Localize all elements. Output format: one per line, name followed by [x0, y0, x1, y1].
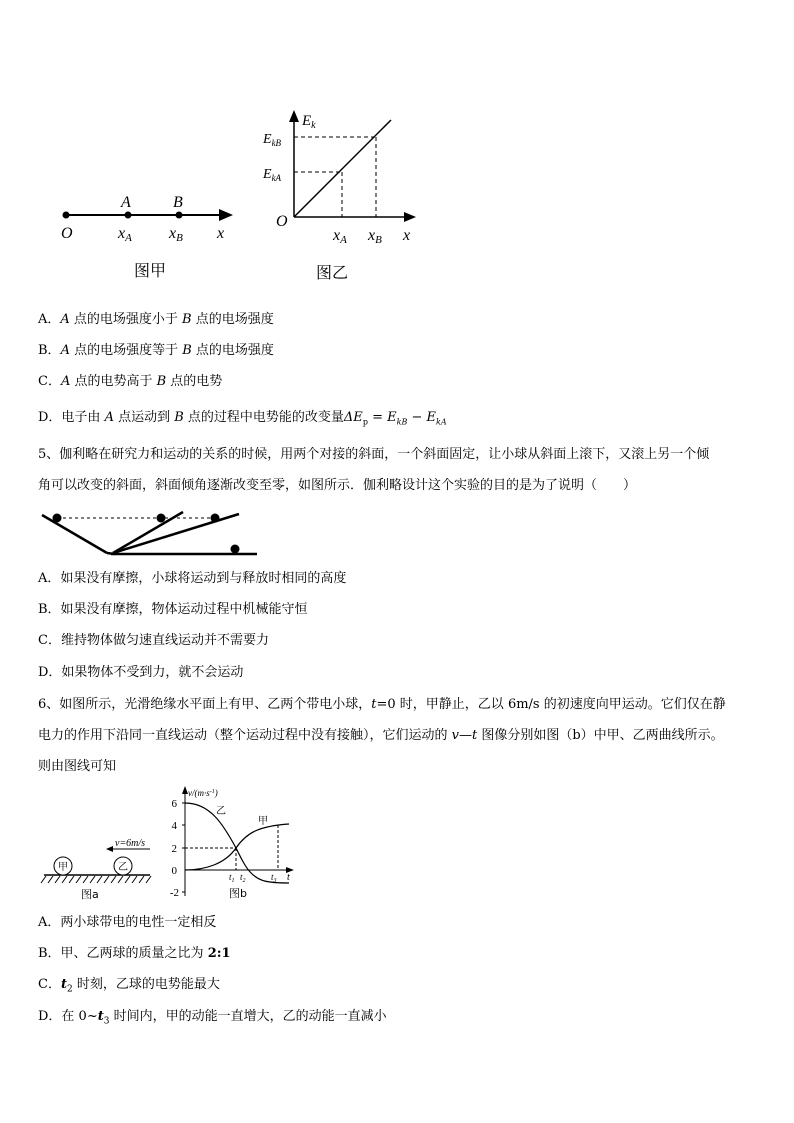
- ball-jia-label: 甲: [58, 862, 68, 873]
- ekb-label: $E_{kB}$: [263, 132, 282, 148]
- q6-stem-line3: 则由图线可知: [38, 759, 117, 774]
- q6-option-b: B．甲、乙两球的质量之比为 2:1: [38, 946, 231, 961]
- figure-a: [38, 830, 156, 902]
- figure-b: [165, 784, 300, 902]
- t1-label: $t_1$: [229, 872, 235, 884]
- figb-y-axis-label: $v/(m\cdot s^{-1})$: [188, 788, 218, 798]
- x-axis-label: x: [217, 225, 225, 242]
- t2-label: $t_2$: [240, 872, 246, 884]
- q6-option-d: D．在 $0\sim t_3$ 时间内，甲的动能一直增大，乙的动能一直减小: [38, 1009, 387, 1027]
- t-axis-label: t: [287, 872, 290, 883]
- figure-b-caption: 图b: [229, 887, 247, 900]
- point-a-label: A: [121, 194, 131, 211]
- inclined-planes-figure: [35, 506, 265, 562]
- figure-jia: [55, 185, 250, 285]
- origin-label: O: [61, 225, 73, 242]
- point-b-label: B: [173, 194, 183, 211]
- xa-label: xA: [333, 227, 347, 246]
- ball-yi-label: 乙: [118, 862, 128, 873]
- x-axis-label: x: [403, 227, 411, 244]
- q5-stem-line1: 5、伽利略在研究力和运动的关系的时候，用两个对接的斜面，一个斜面固定，让小球从斜面上滚下，又滚上另一个倾: [38, 447, 710, 462]
- q4-option-a: A．A 点的电场强度小于 B 点的电场强度: [38, 312, 274, 327]
- curve-jia-label: 甲: [258, 816, 268, 827]
- origin-label: O: [276, 213, 288, 230]
- q5-option-d: D．如果物体不受到力，就不会运动: [38, 665, 244, 680]
- figure-a-caption: 图a: [81, 888, 99, 901]
- t3-label: $t_3$: [271, 872, 277, 884]
- energy-change-formula: $\Delta E_p = E_{kB} - E_{kA}$: [343, 410, 447, 427]
- q6-option-a: A．两小球带电的电性一定相反: [38, 915, 217, 930]
- ytick-neg2: -2: [169, 887, 179, 899]
- q4-option-b: B．A 点的电场强度等于 B 点的电场强度: [38, 343, 274, 358]
- ytick-4: 4: [171, 820, 177, 832]
- velocity-label: v=6m/s: [115, 838, 146, 849]
- q4-option-d: D．电子由 A 点运动到 B 点的过程中电势能的改变量$\Delta E_p = E_{kB} - E_{kA}$: [38, 410, 447, 427]
- q4-option-c: C．A 点的电势高于 B 点的电势: [38, 374, 223, 389]
- ek-axis-label: $E_k$: [302, 113, 316, 131]
- q6-option-c: C．$t_2$ 时刻，乙球的电势能最大: [38, 977, 220, 995]
- figure-jia-caption: 图甲: [134, 261, 167, 280]
- q6-stem-line1: 6、如图所示，光滑绝缘水平面上有甲、乙两个带电小球，t=0 时，甲静止，乙以 6m/s 的初速度向甲运动。它们仅在静: [38, 697, 726, 712]
- xb-label: xB: [368, 227, 382, 246]
- ytick-6: 6: [171, 798, 177, 810]
- xa-label: xA: [118, 225, 132, 244]
- figure-yi-caption: 图乙: [316, 263, 349, 282]
- xb-label: xB: [169, 225, 183, 244]
- q5-option-a: A．如果没有摩擦，小球将运动到与释放时相同的高度: [38, 571, 347, 586]
- ytick-0: 0: [171, 865, 177, 877]
- q5-option-c: C．维持物体做匀速直线运动并不需要力: [38, 633, 269, 648]
- eka-label: $E_{kA}$: [263, 167, 282, 183]
- figure-yi: [258, 105, 428, 285]
- ytick-2: 2: [171, 843, 177, 855]
- q6-stem-line2: 电力的作用下沿同一直线运动（整个运动过程中没有接触），它们运动的 v—t 图像分别如图（b）中甲、乙两曲线所示。: [38, 728, 724, 743]
- q5-option-b: B．如果没有摩擦，物体运动过程中机械能守恒: [38, 602, 308, 617]
- curve-yi-label: 乙: [216, 806, 226, 817]
- q5-stem-line2: 角可以改变的斜面，斜面倾角逐渐改变至零，如图所示．伽利略设计这个实验的目的是为了说明（ ）: [38, 478, 637, 493]
